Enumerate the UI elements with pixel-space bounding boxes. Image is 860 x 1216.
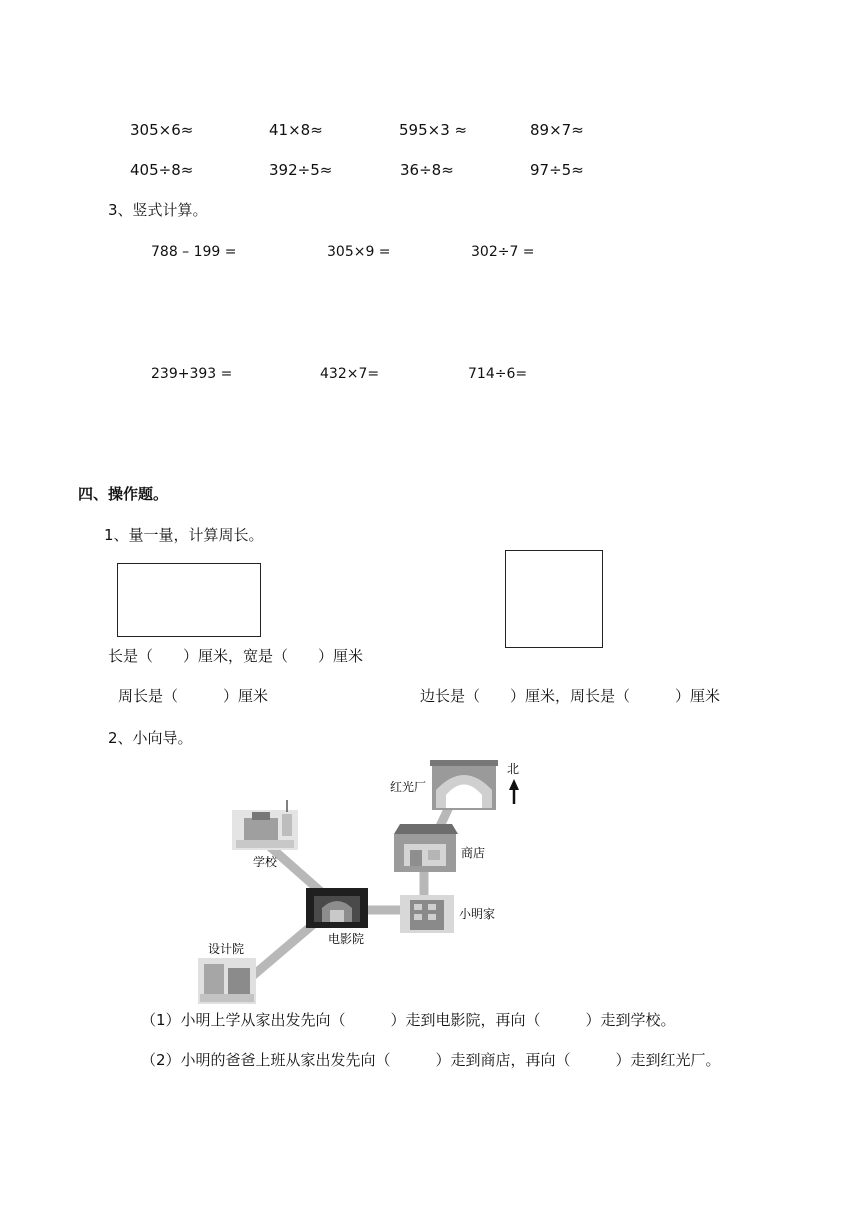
shop-building-icon <box>394 824 458 872</box>
rect-length-width-line: 长是（ ）厘米，宽是（ ）厘米 <box>108 647 364 665</box>
square-line: 边长是（ ）厘米，周长是（ ）厘米 <box>420 687 721 705</box>
map-label-school: 学校 <box>253 855 278 869</box>
q3-2-3: 714÷6= <box>468 366 528 382</box>
map-label-home: 小明家 <box>459 907 496 921</box>
school-building-icon <box>232 800 298 850</box>
estimate-2-3: 36÷8≈ <box>400 161 454 179</box>
rect-perimeter-line: 周长是（ ）厘米 <box>118 687 269 705</box>
factory-building-icon <box>430 760 498 810</box>
institute-building-icon <box>198 958 256 1004</box>
estimate-2-4: 97÷5≈ <box>530 161 584 179</box>
q4-2-sub2: （2）小明的爸爸上班从家出发先向（ ）走到商店，再向（ ）走到红光厂。 <box>141 1051 721 1069</box>
home-building-icon <box>400 895 454 933</box>
q3-1-1: 788 – 199 = <box>151 244 237 260</box>
q4-2-title: 2、小向导。 <box>108 729 193 747</box>
q3-1-2: 305×9 = <box>327 244 391 260</box>
q4-1-title: 1、量一量，计算周长。 <box>104 526 264 544</box>
estimate-1-1: 305×6≈ <box>130 121 194 139</box>
cinema-building-icon <box>306 888 368 928</box>
estimate-2-1: 405÷8≈ <box>130 161 194 179</box>
estimate-1-4: 89×7≈ <box>530 121 584 139</box>
map-label-institute: 设计院 <box>208 942 245 956</box>
map-label-north: 北 <box>507 762 520 776</box>
map-label-shop: 商店 <box>461 846 486 860</box>
q3-title: 3、竖式计算。 <box>108 201 208 219</box>
north-arrow-icon <box>509 779 519 804</box>
q3-2-1: 239+393 = <box>151 366 233 382</box>
section4-title: 四、操作题。 <box>78 485 169 503</box>
estimate-1-2: 41×8≈ <box>269 121 323 139</box>
q4-2-sub1: （1）小明上学从家出发先向（ ）走到电影院，再向（ ）走到学校。 <box>141 1011 676 1029</box>
estimate-1-3: 595×3 ≈ <box>399 121 468 139</box>
map-label-cinema: 电影院 <box>328 932 365 946</box>
estimate-2-2: 392÷5≈ <box>269 161 333 179</box>
q3-2-2: 432×7= <box>320 366 380 382</box>
map-label-factory: 红光厂 <box>390 780 427 794</box>
q3-1-3: 302÷7 = <box>471 244 535 260</box>
